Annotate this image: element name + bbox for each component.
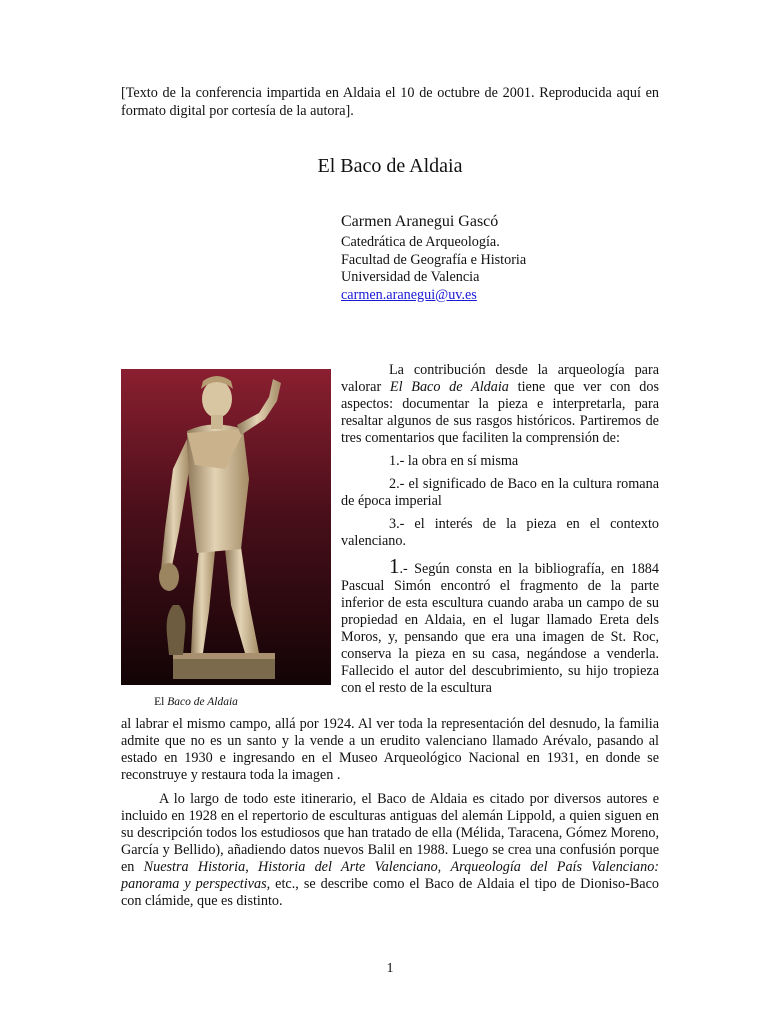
list-item-1: 1.- la obra en sí misma <box>389 453 519 469</box>
author-faculty: Facultad de Geografía e Historia <box>341 251 527 268</box>
author-university: Universidad de Valencia <box>341 269 480 285</box>
p2-text-a: A lo largo de todo este itinerario, el Baco de Aldaia es citado por diversos autores e incluido en 1928 en el repertorio de esculturas antiguas del alemán Lippold, a quien siguen en su descripción todos los estudiosos que han tratado de ella (Mélida, Taracena, Gómez Moreno, García y Bellido), añadiendo datos nuevos Balil en 1988. Luego se crea una confusión porque en <box>121 791 659 875</box>
list-item-3: 3.- el interés de la pieza en el contexto valenciano. <box>341 516 659 549</box>
p2-italic-3: Arqueología del País Valenciano: panorama y perspectivas, <box>121 859 660 892</box>
p2-italic-2: Historia del Arte Valenciano <box>258 859 438 875</box>
figure-caption <box>121 695 271 710</box>
section-1-continued: al labrar el mismo campo, allá por 1924. Al ver toda la representación del desnudo, la familia admite que no es un santo y la vende a un erudito valenciano llamado Arévalo, pasando al estado en 1930 e ingresando en el Museo Arqueológico Nacional en 1931, en donde se reconstruye y restaura toda la imagen . <box>121 716 659 783</box>
section-1-paragraph <box>341 554 659 697</box>
statue-photo <box>121 369 331 685</box>
p2-text-b: etc., se describe como el Baco de Aldaia el tipo de Dioniso-Baco con clámide, que es distinto. <box>121 876 659 909</box>
caption-italic: Baco de Aldaia <box>167 696 238 708</box>
p2-italic-1: Nuestra Historia <box>143 859 246 875</box>
author-name: Carmen Aranegui Gascó <box>341 213 499 230</box>
section-1-number: 1 <box>389 554 400 578</box>
paragraph-2 <box>121 791 659 910</box>
list-item-2: 2.- el significado de Baco en la cultura romana de época imperial <box>341 476 659 509</box>
author-position: Catedrática de Arqueología. <box>341 234 500 250</box>
author-block <box>341 211 671 304</box>
body-column <box>341 362 659 697</box>
document-title: El Baco de Aldaia <box>317 155 463 177</box>
intro-note: [Texto de la conferencia impartida en Aldaia el 10 de octubre de 2001. Reproducida aquí en formato digital por cortesía de la autora]. <box>121 85 659 119</box>
p2-sep-2: , <box>437 859 451 875</box>
author-email-link[interactable]: carmen.aranegui@uv.es <box>341 286 477 303</box>
p1-text-a: La contribución desde la arqueología para valorar <box>341 362 659 395</box>
paragraph-intro <box>341 362 659 447</box>
p1-text-b: tiene que ver con dos aspectos: documentar la pieza e interpretarla, para resaltar algunos de sus rasgos históricos. Partiremos de tres comentarios que faciliten la comprensión de: <box>341 379 659 446</box>
page-number: 1 <box>386 961 394 976</box>
p1-italic: El Baco de Aldaia <box>389 379 509 395</box>
section-1-text: .- Según consta en la bibliografía, en 1884 Pascual Simón encontró el fragmento de la parte inferior de esta escultura cuando araba un campo de su propiedad en Aldaia, en el lugar llamado Ereta dels Moros, y, pensando que era una imagen de St. Roc, conserva la pieza en su casa, negándose a venderla. Fallecido el autor del descubrimiento, su hijo tropieza con el resto de la escultura <box>341 561 659 696</box>
caption-prefix: El <box>154 696 168 708</box>
p2-sep-1: , <box>245 859 259 875</box>
